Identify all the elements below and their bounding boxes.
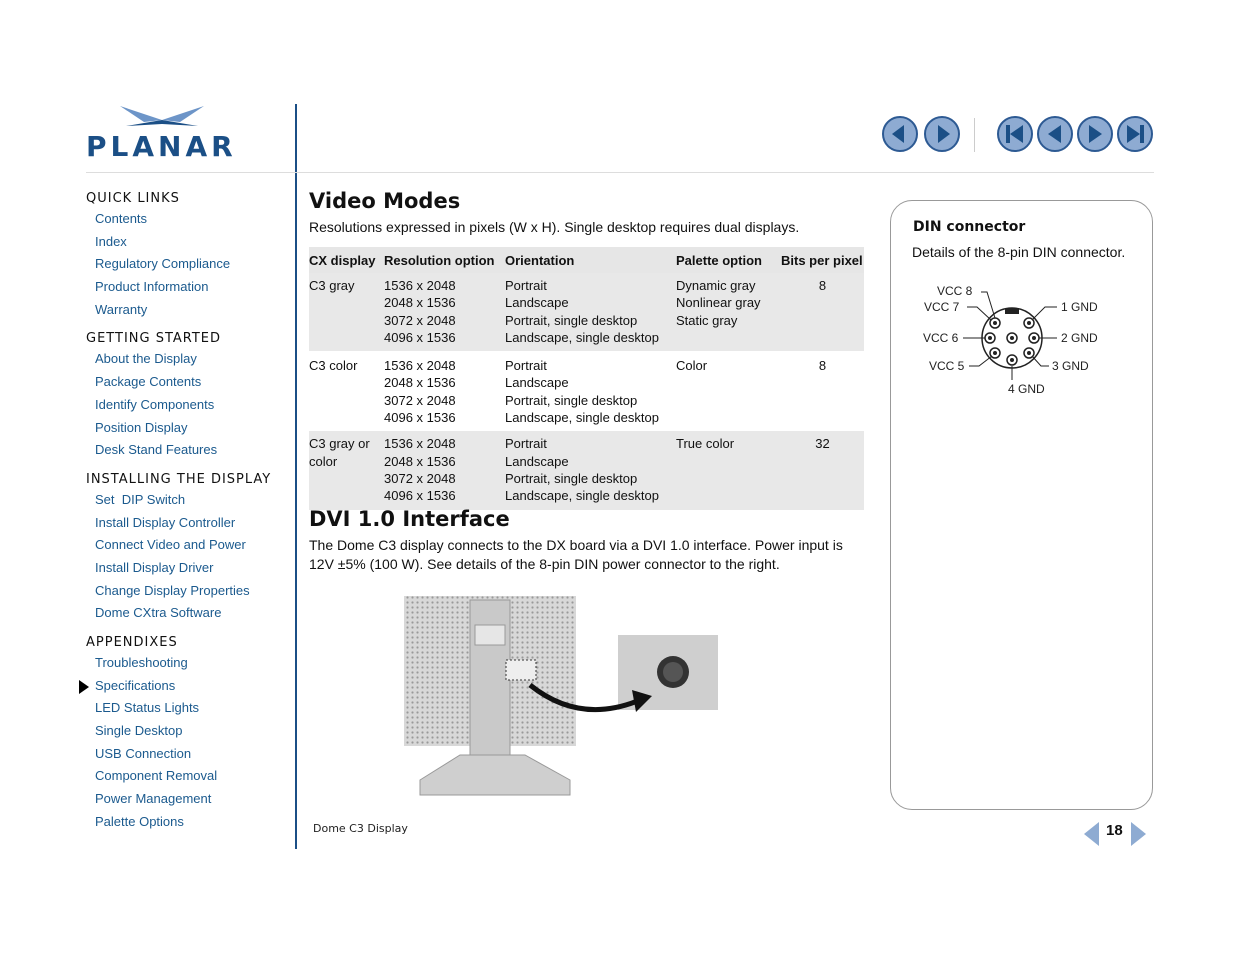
sidebar-item-about-the-display[interactable]: About the Display <box>95 351 197 367</box>
next-page-arrow-icon[interactable] <box>1131 822 1146 846</box>
resolution: 4096 x 1536 <box>384 329 456 345</box>
sidebar-item-contents[interactable]: Contents <box>95 211 148 226</box>
resolution: 3072 x 2048 <box>384 470 456 486</box>
planar-logo <box>86 100 238 164</box>
video-modes-intro: Resolutions expressed in pixels (W x H). Single desktop requires dual displays. <box>309 219 800 235</box>
header-divider <box>86 172 1154 173</box>
resolution: 2048 x 1536 <box>384 453 456 469</box>
logo-mark-icon <box>86 100 238 134</box>
monitor-back-illustration <box>400 590 730 805</box>
table-header-row <box>309 247 864 273</box>
cell-bits: 32 <box>781 431 864 509</box>
sidebar-item-identify-components[interactable]: Identify Components <box>95 396 215 412</box>
sidebar-item-palette-options[interactable]: Palette Options <box>95 813 184 829</box>
column-header: Palette option <box>676 247 781 273</box>
sidebar-item-index[interactable]: Index <box>95 233 127 249</box>
orientation: Landscape, single desktop <box>505 410 659 426</box>
din-connector-text: Details of the 8-pin DIN connector. <box>912 244 1126 260</box>
sidebar-section-quick-links <box>86 190 286 321</box>
orientation: Portrait <box>505 358 547 374</box>
cell-orientations <box>505 351 676 431</box>
orientation: Landscape <box>505 453 569 469</box>
next-page-button[interactable] <box>1077 116 1113 152</box>
pin-label-gnd4: 4 GND <box>1008 382 1045 396</box>
orientation: Portrait <box>505 436 547 452</box>
section-title: QUICK LINKS <box>86 191 180 206</box>
pin-label-vcc8: VCC 8 <box>937 284 973 298</box>
nav-separator <box>974 118 975 152</box>
column-header: Resolution option <box>384 247 505 273</box>
palette: Dynamic gray <box>676 278 756 293</box>
sidebar-item-component-removal[interactable]: Component Removal <box>95 768 218 784</box>
history-nav <box>882 116 960 152</box>
column-header: Orientation <box>505 247 676 273</box>
pin-label-vcc7: VCC 7 <box>924 300 960 314</box>
sidebar-section-installing <box>86 471 286 625</box>
sidebar-item-specifications[interactable]: Specifications <box>86 675 286 698</box>
resolution: 2048 x 1536 <box>384 295 456 311</box>
resolution: 4096 x 1536 <box>384 488 456 504</box>
resolution: 1536 x 2048 <box>384 278 456 293</box>
section-title: APPENDIXES <box>86 635 178 650</box>
dvi-interface-text: The Dome C3 display connects to the DX board via a DVI 1.0 interface. Power input is 12V ±5% (100 W). See details of the 8-pin DIN power connector to the right. <box>309 537 843 572</box>
video-modes-table <box>309 247 864 510</box>
table-row <box>309 273 864 351</box>
sidebar-item-power-management[interactable]: Power Management <box>95 791 212 807</box>
orientation: Landscape, single desktop <box>505 488 659 504</box>
sidebar <box>86 190 286 834</box>
orientation: Portrait, single desktop <box>505 312 638 328</box>
sidebar-item-install-display-driver[interactable]: Install Display Driver <box>95 559 214 575</box>
sidebar-item-single-desktop[interactable]: Single Desktop <box>95 723 183 739</box>
table-row <box>309 351 864 431</box>
cell-resolutions <box>384 431 505 509</box>
last-page-button[interactable] <box>1117 116 1153 152</box>
resolution: 3072 x 2048 <box>384 312 456 328</box>
sidebar-section-appendixes <box>86 634 286 834</box>
column-header: Bits per pixel <box>781 247 864 273</box>
cell-orientations <box>505 431 676 509</box>
sidebar-item-usb-connection[interactable]: USB Connection <box>95 745 192 761</box>
document-title-footer: Dome C3 Display <box>313 822 408 835</box>
pin-label-gnd3: 3 GND <box>1052 359 1089 373</box>
palette: Color <box>676 358 708 374</box>
back-icon <box>890 124 910 144</box>
section-title: INSTALLING THE DISPLAY <box>86 471 272 487</box>
first-page-icon <box>1005 124 1025 144</box>
sidebar-item-set-dip-switch[interactable]: Set DIP Switch <box>95 491 186 507</box>
resolution: 3072 x 2048 <box>384 392 456 408</box>
video-modes-title: Video Modes <box>309 189 461 213</box>
sidebar-item-product-information[interactable]: Product Information <box>95 279 209 295</box>
previous-page-button[interactable] <box>1037 116 1073 152</box>
page-nav <box>997 116 1153 152</box>
pin-label-vcc6: VCC 6 <box>923 331 959 345</box>
cell-display: C3 gray or color <box>309 431 384 509</box>
sidebar-item-install-display-controller[interactable]: Install Display Controller <box>95 514 236 530</box>
sidebar-item-connect-video-and-power[interactable]: Connect Video and Power <box>95 537 246 553</box>
previous-page-arrow-icon[interactable] <box>1084 822 1099 846</box>
pin-label-vcc5: VCC 5 <box>929 359 965 373</box>
dvi-interface-title: DVI 1.0 Interface <box>309 507 510 531</box>
orientation: Landscape <box>505 295 569 311</box>
din-connector-title: DIN connector <box>913 219 1026 235</box>
page-number: 18 <box>1106 822 1123 839</box>
table-row <box>309 431 864 509</box>
sidebar-item-dome-cxtra-software[interactable]: Dome CXtra Software <box>95 605 222 621</box>
palette: Static gray <box>676 312 738 328</box>
cell-resolutions <box>384 273 505 351</box>
sidebar-item-led-status-lights[interactable]: LED Status Lights <box>95 700 200 716</box>
first-page-button[interactable] <box>997 116 1033 152</box>
sidebar-item-troubleshooting[interactable]: Troubleshooting <box>95 655 188 670</box>
cell-palettes <box>676 351 781 431</box>
sidebar-item-position-display[interactable]: Position Display <box>95 419 188 435</box>
cell-display: C3 gray <box>309 273 384 351</box>
orientation: Portrait <box>505 278 547 293</box>
cell-resolutions <box>384 351 505 431</box>
sidebar-item-change-display-properties[interactable]: Change Display Properties <box>95 582 250 598</box>
resolution: 1536 x 2048 <box>384 436 456 452</box>
sidebar-item-package-contents[interactable]: Package Contents <box>95 374 202 390</box>
last-page-icon <box>1125 124 1145 144</box>
orientation: Landscape <box>505 375 569 391</box>
sidebar-section-getting-started <box>86 330 286 461</box>
pin-label-gnd2: 2 GND <box>1061 331 1098 345</box>
previous-page-icon <box>1045 124 1065 144</box>
sidebar-item-regulatory-compliance[interactable]: Regulatory Compliance <box>95 256 231 272</box>
cell-palettes <box>676 431 781 509</box>
forward-icon <box>932 124 952 144</box>
sidebar-item-warranty[interactable]: Warranty <box>95 301 148 317</box>
logo-text: PLANAR <box>86 130 237 163</box>
cell-bits: 8 <box>818 358 827 374</box>
cell-bits: 8 <box>781 273 864 351</box>
next-page-icon <box>1085 124 1105 144</box>
orientation: Portrait, single desktop <box>505 392 638 408</box>
pin-label-gnd1: 1 GND <box>1061 300 1098 314</box>
sidebar-item-desk-stand-features[interactable]: Desk Stand Features <box>95 442 218 458</box>
resolution: 2048 x 1536 <box>384 375 456 391</box>
resolution: 4096 x 1536 <box>384 410 456 426</box>
section-title: GETTING STARTED <box>86 331 222 347</box>
forward-button[interactable] <box>924 116 960 152</box>
orientation: Portrait, single desktop <box>505 470 638 486</box>
back-button[interactable] <box>882 116 918 152</box>
cell-orientations <box>505 273 676 351</box>
palette: Nonlinear gray <box>676 295 761 311</box>
cell-palettes <box>676 273 781 351</box>
palette: True color <box>676 436 735 452</box>
sidebar-divider <box>295 104 297 849</box>
column-header: CX display <box>309 247 384 273</box>
cell-display: C3 color <box>309 358 358 374</box>
resolution: 1536 x 2048 <box>384 358 456 374</box>
orientation: Landscape, single desktop <box>505 329 659 345</box>
din-pinout-diagram <box>915 280 1135 405</box>
